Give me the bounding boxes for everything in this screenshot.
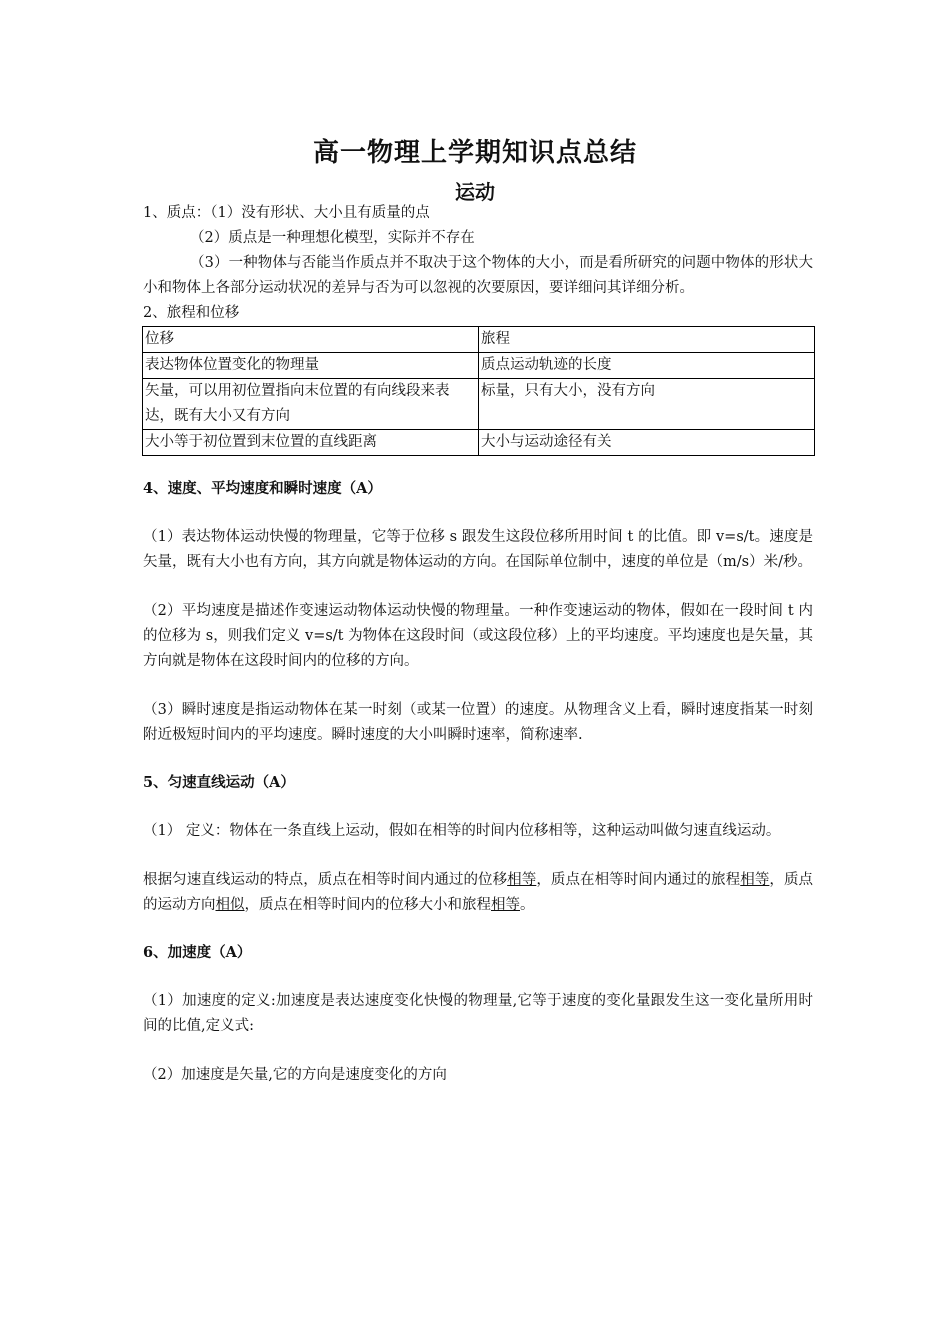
page-subtitle: 运动	[455, 180, 495, 204]
table-header-cell: 旅程	[479, 327, 815, 353]
table-row	[143, 379, 815, 430]
section-2-heading: 2、旅程和位移	[143, 305, 240, 321]
underlined-term: 相似	[215, 897, 245, 913]
section-4-heading: 4、速度、平均速度和瞬时速度（A）	[143, 480, 382, 497]
underlined-term: 相等	[491, 897, 520, 913]
table-row	[143, 430, 815, 456]
velocity-paragraph-3: （3）瞬时速度是指运动物体在某一时刻（或某一位置）的速度。从物理含义上看，瞬时速度指某一时刻附近极短时间内的平均速度。瞬时速度的大小叫瞬时速率，简称速率.	[143, 702, 813, 743]
section-6-heading: 6、加速度（A）	[143, 944, 252, 961]
text-span: ，质点的运动方向	[143, 872, 814, 913]
point-mass-line-2: （2）质点是一种理想化模型，实际并不存在	[190, 230, 475, 246]
uniform-motion-definition: （1） 定义：物体在一条直线上运动，假如在相等的时间内位移相等，这种运动叫做匀速直线运动。	[143, 823, 781, 839]
point-mass-line-1: 1、质点：（1）没有形状、大小且有质量的点	[143, 205, 430, 221]
table-cell: 表达物体位置变化的物理量	[143, 353, 479, 379]
table-cell: 质点运动轨迹的长度	[479, 353, 815, 379]
uniform-motion-characteristics	[143, 868, 813, 918]
table-cell: 标量，只有大小，没有方向	[479, 379, 815, 430]
displacement-distance-table	[142, 326, 815, 456]
table-cell: 矢量，可以用初位置指向末位置的有向线段来表达，既有大小又有方向	[143, 379, 479, 430]
underlined-term: 相等	[740, 872, 770, 888]
velocity-paragraph-1: （1）表达物体运动快慢的物理量，它等于位移 s 跟发生这段位移所用时间 t 的比值。即 v=s/t。速度是矢量，既有大小也有方向，其方向就是物体运动的方向。在国际单位制中，速度的单位是（m/s）米/秒。	[143, 529, 813, 570]
text-span: ，质点在相等时间内通过的旅程	[536, 872, 741, 888]
page-title: 高一物理上学期知识点总结	[312, 138, 637, 168]
velocity-paragraph-2: （2）平均速度是描述作变速运动物体运动快慢的物理量。一种作变速运动的物体，假如在一段时间 t 内的位移为 s，则我们定义 v=s/t 为物体在这段时间（或这段位移）上的平均速度。平均速度也是矢量，其方向就是物体在这段时间内的位移的方向。	[143, 603, 813, 669]
table-header-cell: 位移	[143, 327, 479, 353]
text-span: ，质点在相等时间内的位移大小和旅程	[244, 897, 491, 913]
acceleration-paragraph-2: （2）加速度是矢量,它的方向是速度变化的方向	[143, 1067, 447, 1083]
section-5-heading: 5、匀速直线运动（A）	[143, 774, 295, 791]
text-span: 根据匀速直线运动的特点，质点在相等时间内通过的位移	[143, 872, 508, 888]
table-cell: 大小与运动途径有关	[479, 430, 815, 456]
document-body	[143, 201, 813, 1088]
acceleration-paragraph-1: （1）加速度的定义:加速度是表达速度变化快慢的物理量,它等于速度的变化量跟发生这一变化量所用时间的比值,定义式:	[143, 993, 813, 1034]
table-header-row	[143, 327, 815, 353]
underlined-term: 相等	[507, 872, 537, 888]
point-mass-line-3: （3）一种物体与否能当作质点并不取决于这个物体的大小，而是看所研究的问题中物体的形状大小和物体上各部分运动状况的差异与否为可以忽视的次要原因，要详细问其详细分析。	[143, 255, 813, 296]
text-span: 。	[520, 897, 535, 913]
table-row	[143, 353, 815, 379]
table-cell: 大小等于初位置到末位置的直线距离	[143, 430, 479, 456]
